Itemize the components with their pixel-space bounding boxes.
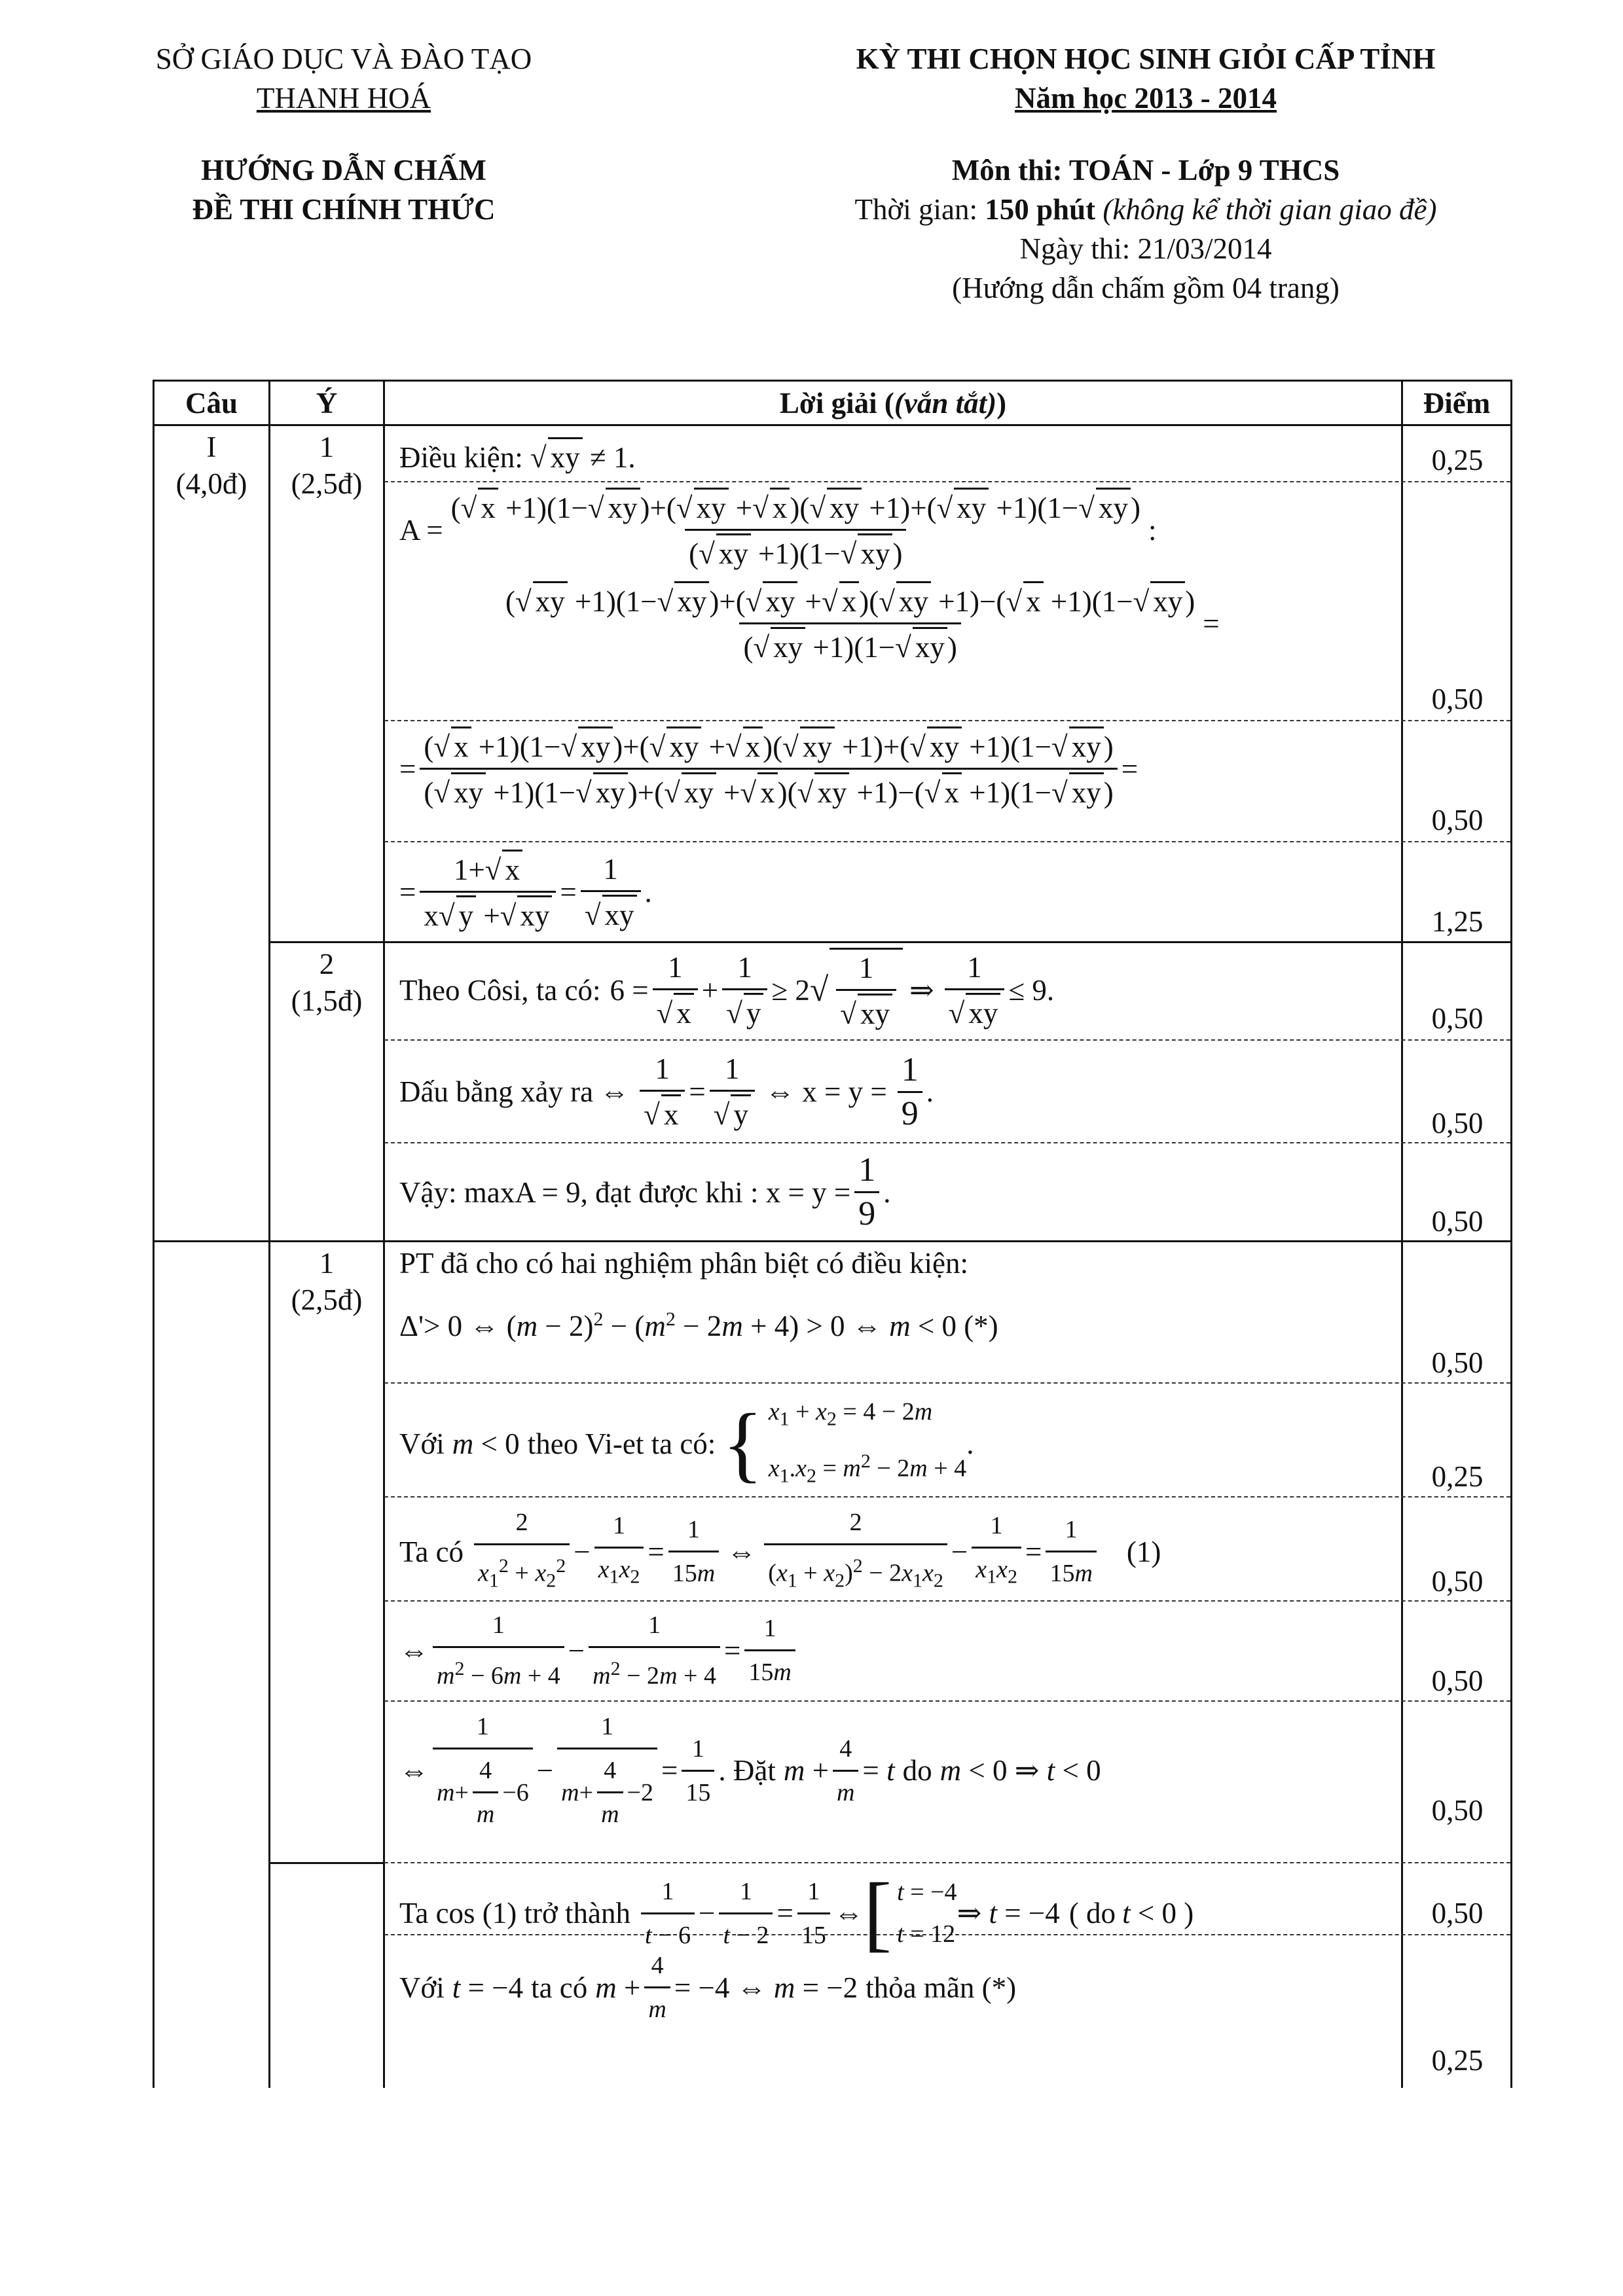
- part-1: [270, 429, 383, 502]
- pt-label: PT đã cho có hai nghiệm phân biệt có điều kiện:: [399, 1247, 968, 1280]
- taco-label: Ta có: [399, 1535, 464, 1568]
- sol-equation-1: Ta có 2 $x_1^2 + x_2^2$ − $\frac{1}{x_1x_2}$ = $\frac{1}{15m}$ ⇔ 2 $(x_1 + x_2)^2 - 2x_1x_2$ − $\frac{1}{x_1x_2}$ = $\frac{1}{15m}$ (1): [399, 1504, 1161, 1599]
- score: 0,50: [1431, 804, 1484, 836]
- score: 0,50: [1431, 1794, 1484, 1827]
- question-label: I: [206, 431, 217, 463]
- conclusion-label: Vậy: maxA = 9, đạt được khi : x = y =: [399, 1175, 851, 1209]
- part-number: 2: [319, 948, 335, 980]
- table-border-right: [1510, 380, 1512, 2088]
- question-points: (4,0đ): [175, 467, 247, 500]
- with-label: Với: [399, 1427, 445, 1460]
- header-right: [753, 39, 1539, 308]
- time-note: (không kể thời gian giao đề): [1103, 193, 1437, 226]
- score: 0,50: [1431, 1107, 1484, 1139]
- do-label: do: [902, 1754, 932, 1787]
- question2-divider: [153, 1240, 1512, 1242]
- col-header-cau: Câu: [185, 387, 238, 420]
- sol-discriminant: PT đã cho có hai nghiệm phân biệt có điều kiện: Δ'> 0 ⇔ $(m - 2)^2 - (m^2 - 2m + 4) > 0$ ⇔ m < 0 (*): [399, 1245, 998, 1344]
- table-border-top: [153, 380, 1512, 382]
- condition-label: Điều kiện:: [399, 441, 523, 474]
- sol-t-equation: Ta cos (1) trở thành 1 t − 6 − $\frac{1}{t - 2}$ = $\frac{1}{15}$ ⇔ [ t = −4 t = 12 ⇒ t = −4 ( do t < 0 ): [399, 1866, 1194, 1960]
- row-sep: [384, 1862, 1510, 1863]
- col-divider-2: [383, 380, 385, 2088]
- loigiai-label: Lời giải: [779, 387, 877, 420]
- subject-line: Môn thi: TOÁN - Lớp 9 THCS: [951, 154, 1340, 187]
- time-prefix: Thời gian:: [854, 193, 985, 226]
- taco2-label: ta có: [531, 1971, 588, 2004]
- score: 0,50: [1431, 683, 1484, 715]
- score: 0,50: [1431, 1664, 1484, 1697]
- part-points: (1,5đ): [291, 984, 363, 1017]
- row-sep: [384, 1142, 1510, 1143]
- row-sep: [384, 841, 1510, 842]
- score: 0,50: [1431, 1897, 1484, 1929]
- header-row-divider: [153, 424, 1512, 426]
- row-sep: [384, 481, 1510, 482]
- score: 0,50: [1431, 1346, 1484, 1379]
- tacos-label: Ta cos (1) trở thành: [399, 1897, 631, 1929]
- sol-substitution: ⇔ 1 m + 4 m −6 − 1 m + 4 m −2 = $\frac{1}{15}$ . Đặt m + $\frac{4}{m}$ = t do m < 0 ⇒ t < 0: [399, 1708, 1101, 1833]
- col-divider-3: [1401, 380, 1403, 2088]
- department-name: SỞ GIÁO DỤC VÀ ĐÀO TẠO: [155, 43, 532, 75]
- equality-label: Dấu bằng xảy ra: [399, 1075, 594, 1108]
- col-header-loigiai: Lời giải ((vắn tắt)): [779, 387, 1007, 420]
- sol-equality: Dấu bằng xảy ra ⇔ $\frac{1}{√ x}$ = $\frac{1}{√ y}$ ⇔ x = y = $\frac{1}{9}$ .: [399, 1050, 934, 1132]
- guide-title: HƯỚNG DẪN CHẤM: [201, 154, 486, 187]
- dat-label: . Đặt: [718, 1754, 776, 1787]
- row-sep: [384, 1600, 1510, 1602]
- vieta-label: theo Vi-et ta có:: [527, 1427, 716, 1460]
- sol-cauchy: Theo Côsi, ta có: 6 = $\frac{1}{√ x}$ + $\frac{1}{√ y}$ ≥ 2 √ $\frac{1}{√ xy}$ ⇒ $\frac{1}{√ xy}$ ≤ 9.: [399, 948, 1054, 1032]
- part-number: 1: [319, 431, 335, 463]
- part-number: 1: [319, 1247, 335, 1280]
- row-sep: [384, 720, 1510, 721]
- sol-equation-2: ⇔ 1 $m^2 - 6m + 4$ − $\frac{1}{m^2 - 2m + 4}$ = $\frac{1}{15m}$: [399, 1607, 799, 1695]
- score: 1,25: [1431, 905, 1484, 938]
- part-3: [270, 1245, 383, 1318]
- with-label-2: Với: [399, 1971, 445, 2004]
- sol-condition: Điều kiện: √ xy ≠ 1.: [399, 437, 636, 476]
- score: 0,50: [1431, 1002, 1484, 1035]
- part-points: (2,5đ): [291, 467, 363, 500]
- row-sep: [384, 1700, 1510, 1702]
- dot-label: ( do: [1068, 1897, 1116, 1929]
- part-q2-divider: [268, 1862, 384, 1864]
- sol-final: Với t = −4 ta có m + $\frac{4}{m}$ = −4 ⇔ m = −2 thỏa mãn (*): [399, 1947, 1016, 2028]
- score: 0,50: [1431, 1565, 1484, 1598]
- part-points: (2,5đ): [291, 1283, 363, 1316]
- row-sep: [384, 1382, 1510, 1384]
- sol-conclusion: Vậy: maxA = 9, đạt được khi : x = y = $\frac{1}{9}$ .: [399, 1151, 891, 1232]
- exam-date: Ngày thi: 21/03/2014: [1019, 232, 1272, 265]
- sol-simplified: = $\frac{(√ x +1)(1-√ xy)+(√ xy +√ x)(√ xy +1)+(√ xy +1)(1-√ xy)}{(√ xy +1)(1-√ xy)+(√ xy +√ x)(√ xy +1)-(√ x +1)(1-√ xy)}$ =: [399, 726, 1138, 811]
- cauchy-label: Theo Côsi, ta có:: [399, 973, 601, 1007]
- score: 0,25: [1431, 444, 1484, 476]
- school-year: Năm học 2013 - 2014: [1015, 82, 1277, 115]
- official-label: ĐỀ THI CHÍNH THỨC: [192, 193, 496, 226]
- col-divider-1: [268, 380, 270, 2088]
- table-border-left: [153, 380, 155, 2088]
- time-line: [753, 190, 1539, 229]
- question-I: [155, 429, 268, 502]
- score: 0,25: [1431, 1460, 1484, 1493]
- score: 0,25: [1431, 2044, 1484, 2077]
- vantat-label: (vắn tắt): [894, 387, 997, 420]
- score: 0,50: [1431, 1205, 1484, 1238]
- sol-result: = $\frac{1+√ x}{x√ y +√ xy}$ = $\frac{1}{√ xy}$ .: [399, 850, 652, 934]
- header-left: [98, 39, 589, 229]
- col-header-diem: Điểm: [1423, 387, 1491, 420]
- satisfies-label: thỏa mãn (*): [866, 1971, 1017, 2004]
- row-sep: [384, 1039, 1510, 1041]
- sol-vieta: Với m < 0 theo Vi-et ta có: { $x_1 + x_2 = 4 - 2m$ $x_1.x_2 = m^2 - 2m + 4$ .: [399, 1396, 974, 1491]
- exam-title: KỲ THI CHỌN HỌC SINH GIỎI CẤP TỈNH: [856, 43, 1436, 75]
- time-value: 150 phút: [985, 193, 1096, 226]
- page-count: (Hướng dẫn chấm gồm 04 trang): [952, 272, 1340, 304]
- part2-divider: [268, 941, 1512, 943]
- part-2: [270, 946, 383, 1019]
- sol-expression-A: A = $\frac{(√ x +1)(1-√ xy)+(√ xy +√ x)(√ xy +1)+(√ xy +1)(1-√ xy)}{(√ xy +1)(1-√ xy)}$ : $\frac{(√ xy +1)(1-√ xy)+(√ xy +√ x)(√ xy +1)-(√ x +1)(1-√ xy)}{(√ xy +1)(1-√ xy)}$ =: [399, 488, 1220, 666]
- col-header-y: Ý: [316, 387, 338, 420]
- province-name: THANH HOÁ: [256, 82, 431, 115]
